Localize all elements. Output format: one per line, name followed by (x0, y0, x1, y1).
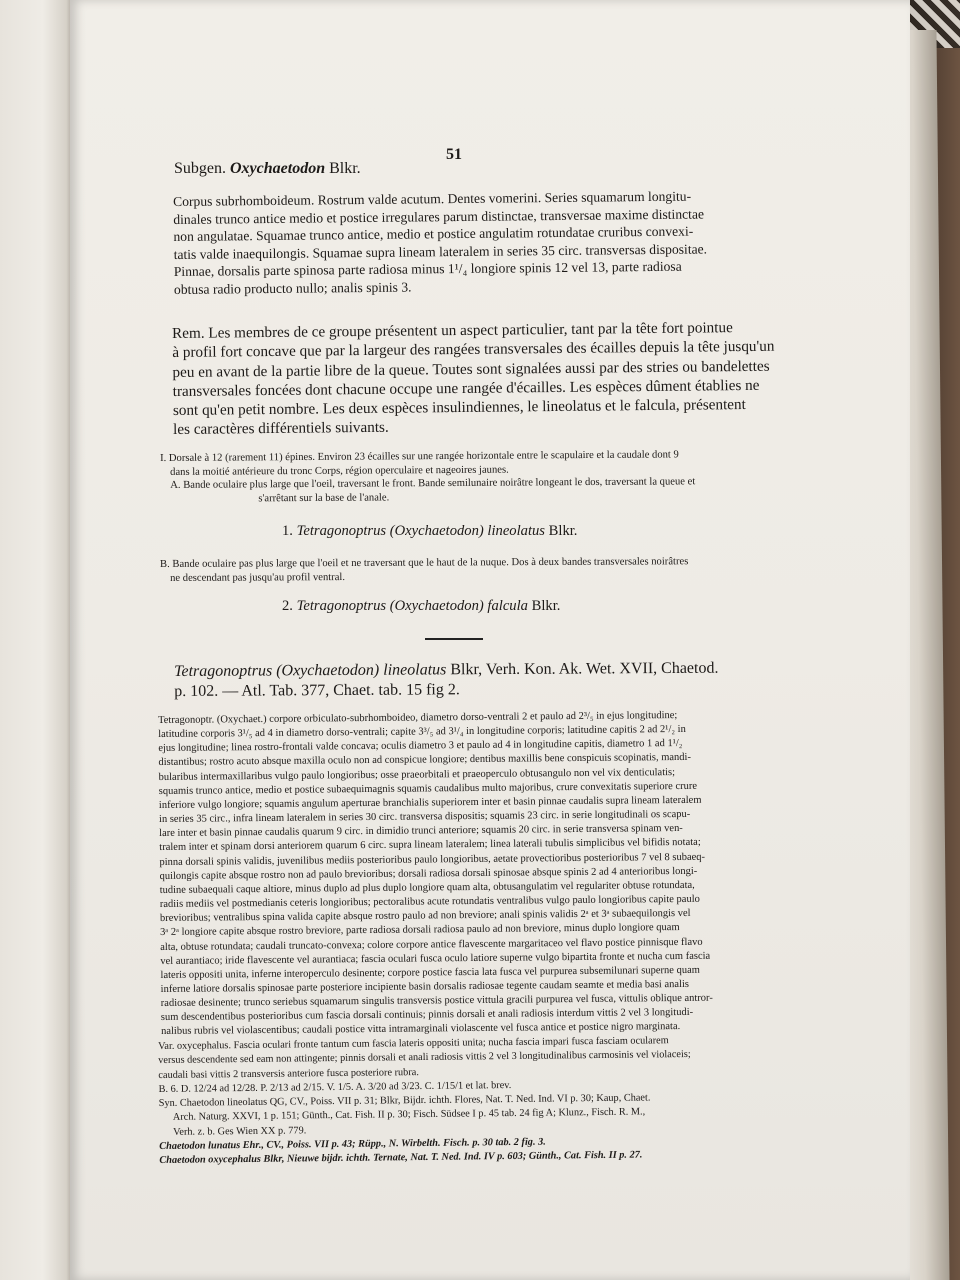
description-line: pinna dorsali spinis validis, juvenilibus mediis posterioribus paulo longioribus, aetate provectioribus posterioribus 7 vel 8 subaeq- (159, 851, 706, 868)
species-epithet: falcula (487, 598, 528, 614)
identification-key-b (160, 555, 688, 585)
latin-line: Corpus subrhomboideum. Rostrum valde acutum. Dentes vomerini. Series squamarum longitu- (173, 188, 692, 209)
synonym-line: Chaetodon oxycephalus Blkr, Nieuwe bijdr. ichth. Ternate, Nat. T. Ned. Ind. IV p. 603; Günth., Cat. Fish. II p. 27. (159, 1149, 643, 1167)
subgenus-name: (Oxychaetodon) (389, 523, 484, 539)
description-line: radiis mediis vel postmedianis ceteris longioribus; pectoralibus acute rotundatis ventralibus vulgo paulo longioribus capite paulo (159, 893, 700, 911)
variety-and-synonyms (158, 1034, 692, 1169)
citation-text: Blkr, Verh. Kon. Ak. Wet. XVII, Chaetod. (450, 659, 719, 679)
remarks-line: sont qu'en petit nombre. Les deux espèces insulindiennes, le lineolatus et le falcula, présentent (172, 396, 746, 420)
latin-line: Pinnae, dorsalis parte spinosa parte radiosa minus 1¹/₄ longiore spinis 12 vel 13, parte radiosa (173, 258, 682, 279)
key-line: I. Dorsale à 12 (rarement 11) épines. Environ 23 écailles sur une rangée horizontale entre le scapulaire et la caudale dont 9 (160, 449, 679, 464)
description-line: vel aurantiaco; iride flavescente vel aurantiaca; fascia oculari fusca oculo latiore superne vulgo bipartita fronte et nucha cum fascia (160, 950, 711, 967)
subgenus-prefix: Subgen. (174, 160, 226, 177)
latin-description (173, 187, 707, 298)
remarks-line: transversales foncées dont chacune occupe une rangée d'écailles. Les espèces dûment établies ne (172, 376, 760, 400)
description-line: quilongis capite absque rostro non ad paulo brevioribus; dorsali radiosa dorsali spinosae absque spinis 2 ad 4 anterioribus longi- (159, 865, 698, 882)
variety-line: Var. oxycephalus. Fascia oculari fronte tantum cum fascia lateris oppositi unita; nucha fascia impari fusca fasciam ocularem (158, 1035, 669, 1052)
subgenus-name: (Oxychaetodon) (276, 661, 380, 680)
description-line: tudine subaequali caque altiore, minus duplo ad plus duplo longiore quam alta, obtusangulatim vel regulariter obtuse rotundata, (159, 879, 695, 896)
description-line: distantibus; rostro acuto absque maxilla oculo non ad conspicue longiore; dentibus maxillis bene conspicuis scopinatis, mandi- (158, 752, 691, 769)
description-line: inferne latiore dorsalis spinosae parte posteriore incipiente basin dorsalis radiosae tegente caudam seamte et media basi analis (160, 978, 689, 995)
description-line: squamis trunco antice, medio et postice subaequimagnis squamis caudalibus multo majoribus, crure convexitatis superiore crure (158, 780, 698, 797)
citation-text: p. 102. — Atl. Tab. 377, Chaet. tab. 15 fig 2. (174, 681, 460, 700)
genus-name: Tetragonoptrus (296, 598, 387, 614)
remarks-line: les caractères différentiels suivants. (173, 419, 389, 439)
page-number: 51 (446, 146, 462, 163)
description-line: Tetragonoptr. (Oxychaet.) corpore orbiculato-subrhomboideo, diametro dorso-ventrali 2 et paulo ad 2³/₅ in ejus longitudine; (158, 710, 678, 726)
description-line: radiosae desinente; trunco seriebus squamarum singulis transversis postice vittula gracili purpurea vel fusca, vittulis oblique antror- (160, 992, 713, 1010)
description-line: alta, obtuse rotundata; caudali truncato-convexa; colore corpore antice flavescente margaritaceo vel flavo postice pinnisque flavo (160, 936, 703, 953)
key-line: ne descendant pas jusqu'au profil ventral. (170, 571, 346, 584)
remarks-line: peu en avant de la partie libre de la queue. Toutes sont signalées aussi par des stries ou bandelettes (172, 357, 770, 381)
remarks-line: Rem. Les membres de ce groupe présentent un aspect particulier, tant par la tête fort pointue (172, 319, 733, 342)
key-line: B. Bande oculaire pas plus large que l'oeil et ne traversant que le haut de la nuque. Dos à deux bandes transversales noirâtres (160, 556, 689, 570)
identification-key-a (160, 448, 695, 506)
description-line: lare inter et basin pinnae caudalis quarum 9 circ. in dimidio trunci anteriore; squamis 20 circ. in serie transversa spinam ven- (159, 823, 683, 840)
fin-formula: B. 6. D. 12/24 ad 12/28. P. 2/13 ad 2/15. V. 1/5. A. 3/20 ad 3/23. C. 1/15/1 et lat. brev. (158, 1079, 512, 1095)
description-line: sum descendentibus posterioribus cum fascia dorsali continuis; pinnis dorsali et anali radiosis interdum vittis 2 vel 3 longitudi- (160, 1007, 694, 1024)
synonym-line: Arch. Naturg. XXVI, 1 p. 151; Günth., Cat. Fish. II p. 30; Fisch. Südsee I p. 45 tab. 24 fig A; Klunz., Fisch. R. M., (172, 1106, 646, 1124)
species-heading-falcula (282, 598, 560, 615)
species-author: Blkr. (531, 598, 561, 614)
description-line: nalibus rubris vel violascentibus; caudali postice vitta intramarginali violascente vel fusca antice et postice nigro marginata. (160, 1021, 681, 1038)
species-number: 1. (282, 523, 293, 539)
subgenus-heading (174, 160, 361, 178)
latin-line: dinales trunco antice medio et postice irregulares parum distinctae, transversae maxime distinctae (173, 205, 705, 227)
species-epithet: lineolatus (487, 523, 545, 539)
remarks-line: à profil fort concave que par la largeur des rangées transversales des écailles depuis la tête jusqu'un (172, 337, 775, 362)
species-epithet: lineolatus (383, 661, 447, 679)
key-line: s'arrêtant sur la base de l'anale. (258, 491, 390, 504)
synonym-line: Chaetodon lunatus Ehr., CV., Poiss. VII p. 43; Rüpp., N. Wirbelth. Fisch. p. 30 tab. 2 fig. 3. (159, 1136, 546, 1153)
genus-name: Tetragonoptrus (174, 662, 273, 680)
description-line: ejus longitudine; linea rostro-frontali valde concava; oculis diametro 3 et paulo ad 4 in longitudine capitis, diametro 1 ad 1¹/₂ (158, 738, 683, 755)
variety-line: caudali basi vittis 2 transversis anteriore fusca posteriore rubra. (158, 1066, 419, 1081)
description-line: tralem inter et spinam dorsi anteriorem quarum 6 circ. supra lineam lateralem; linea laterali tubulis simplicibus vel bifidis notata; (159, 837, 701, 854)
genus-name: Tetragonoptrus (296, 523, 387, 539)
latin-line: non angulatae. Squamae trunco antice, medio et postice angulatim rotundatae cruribus convexi- (173, 223, 694, 244)
synonym-line: Verh. z. b. Ges Wien XX p. 779. (172, 1125, 307, 1138)
description-line: inferiore vulgo longiore; squamis angulum aperturae branchialis superiorem inter et basin pinnae caudalis supra lineam lateralem (158, 794, 702, 811)
description-line: latitudine corporis 3¹/₅ ad 4 in diametro dorso-ventrali; capite 3³/₅ ad 3¹/₄ in longitudine corporis; latitudine capitis 2 ad 2¹/₂ in (158, 724, 686, 741)
key-line: dans la moitié antérieure du tronc Corps, région operculaire et nageoires jaunes. (170, 464, 509, 478)
description-line: in series 35 circ., infra lineam lateralem in series 30 circ. transversa dispositis; squamis 23 circ. in serie longitudinali os scapu- (158, 808, 691, 826)
subgenus-name: Oxychaetodon (230, 160, 326, 177)
description-line: lateris oppositi unita, inferne interoperculo desinente; corpore postice fascia lata fusca vel purpurea subsemilunari superne quam (160, 964, 700, 981)
subgenus-name: (Oxychaetodon) (389, 598, 484, 614)
main-species-heading (174, 659, 719, 702)
section-divider (425, 638, 483, 640)
remarks-paragraph (172, 318, 775, 440)
book-page (70, 0, 910, 1280)
subgenus-author: Blkr. (329, 160, 361, 177)
species-description (158, 709, 713, 1040)
latin-line: tatis valde inaequilongis. Squamae supra lineam lateralem in series 35 circ. transversas dispositae. (173, 240, 708, 262)
variety-line: versus descendente sed eam non attingente; pinnis dorsali et anali radiosis vittis 2 vel 3 longitudinalibus carmosinis vel violaceis; (158, 1049, 691, 1067)
left-facing-page (0, 0, 78, 1280)
description-line: 3ᵃ 2ᵃ longiore capite absque rostro breviore, parte radiosa dorsali radiosa paulo ad non breviore, minus duplo longiore quam (160, 922, 680, 939)
description-line: bularibus intermaxillaribus vulgo paulo longioribus; osse praeorbitali et praeoperculo obtusangulo non vel vix denticulatis; (158, 766, 676, 783)
synonym-line: Syn. Chaetodon lineolatus QG, CV., Poiss. VII p. 31; Blkr, Bijdr. ichth. Flores, Nat. T. Ned. Ind. VI p. 30; Kaup, Chaet. (158, 1092, 651, 1110)
species-heading-lineolatus (282, 523, 577, 540)
species-author: Blkr. (548, 523, 578, 539)
species-number: 2. (282, 598, 293, 614)
latin-line: obtusa radio producto nullo; analis spinis 3. (173, 279, 412, 297)
description-line: brevioribus; ventralibus spina valida capite absque rostro paulo ad non breviore; anali spinis validis 2ᵃ et 3ᵃ subaequilongis vel (159, 908, 691, 925)
key-line: A. Bande oculaire plus large que l'oeil, traversant le front. Bande semilunaire noirâtre longeant le dos, traversant la queue et (170, 476, 696, 491)
